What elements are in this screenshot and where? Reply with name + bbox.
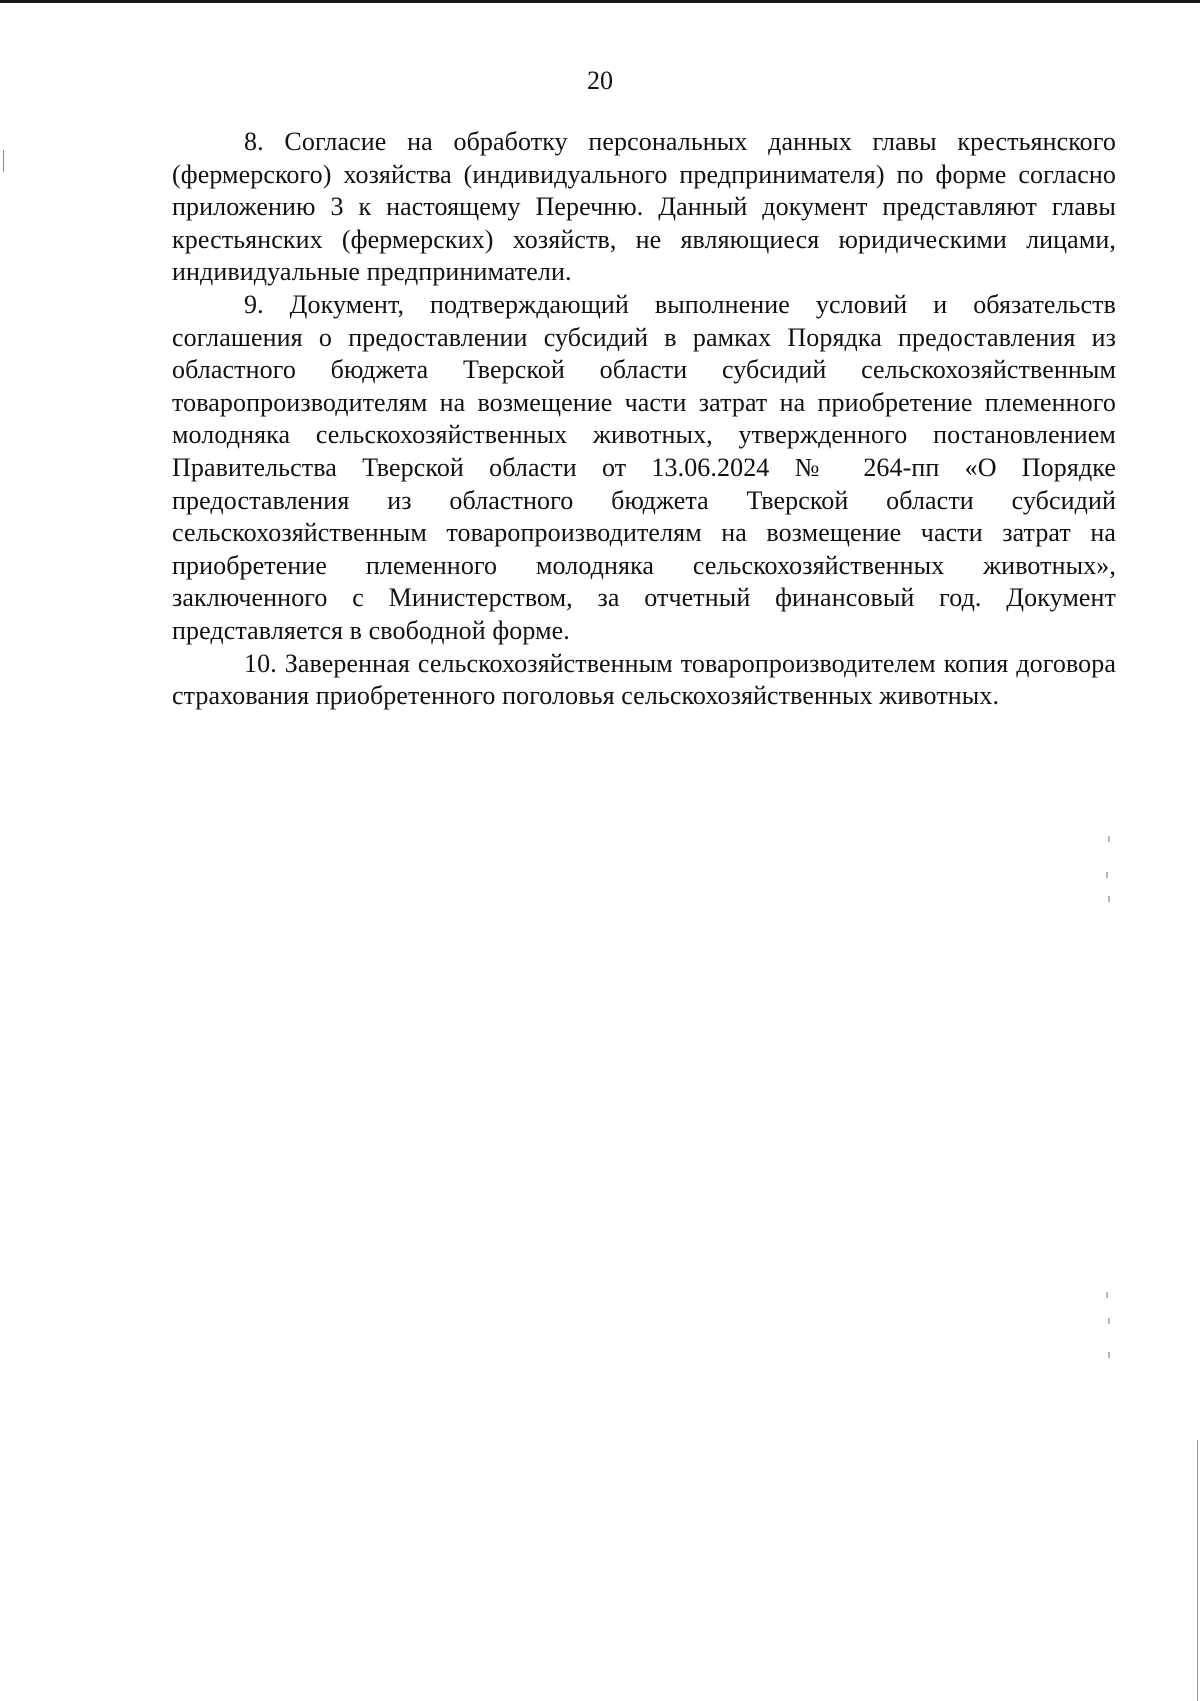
scan-speck (1108, 1352, 1110, 1358)
document-body (172, 126, 1116, 713)
scan-left-speck (3, 150, 4, 172)
paragraph-10: 10. Заверенная сельскохозяйственным товаропроизводителем копия договора страхования приобретенного поголовья сельскохозяйственных животных. (172, 648, 1116, 711)
paragraph-9: 9. Документ, подтверждающий выполнение условий и обязательств соглашения о предоставлении субсидий в рамках Порядка предоставления из областного бюджета Тверской области субсидий сельскохозяйственным товаропроизводителям на возмещение части затрат на приобретение племенного молодняка сельскохозяйственных животных, утвержденного постановлением Правительства Тверской области от 13.06.2024 № 264-пп «О Порядке предоставления из областного бюджета Тверской области субсидий сельскохозяйственным товаропроизводителям на возмещение части затрат на приобретение племенного молодняка сельскохозяйственных животных», заключенного с Министерством, за отчетный финансовый год. Документ представляется в свободной форме. (172, 289, 1116, 645)
scan-right-edge (1197, 1440, 1198, 1701)
page-number: 20 (587, 66, 613, 95)
scan-speck (1106, 872, 1108, 878)
paragraph-8: 8. Согласие на обработку персональных данных главы крестьянского (фермерского) хозяйства (индивидуального предпринимателя) по форме согласно приложению 3 к настоящему Перечню. Данный документ представляют главы крестьянских (фермерских) хозяйств, не являющиеся юридическими лицами, индивидуальные предприниматели. (172, 127, 1116, 287)
scan-speck (1108, 1318, 1110, 1324)
scan-top-edge (0, 0, 1200, 3)
scan-speck (1108, 836, 1110, 842)
scan-speck (1108, 896, 1110, 902)
scan-speck (1106, 1292, 1108, 1298)
